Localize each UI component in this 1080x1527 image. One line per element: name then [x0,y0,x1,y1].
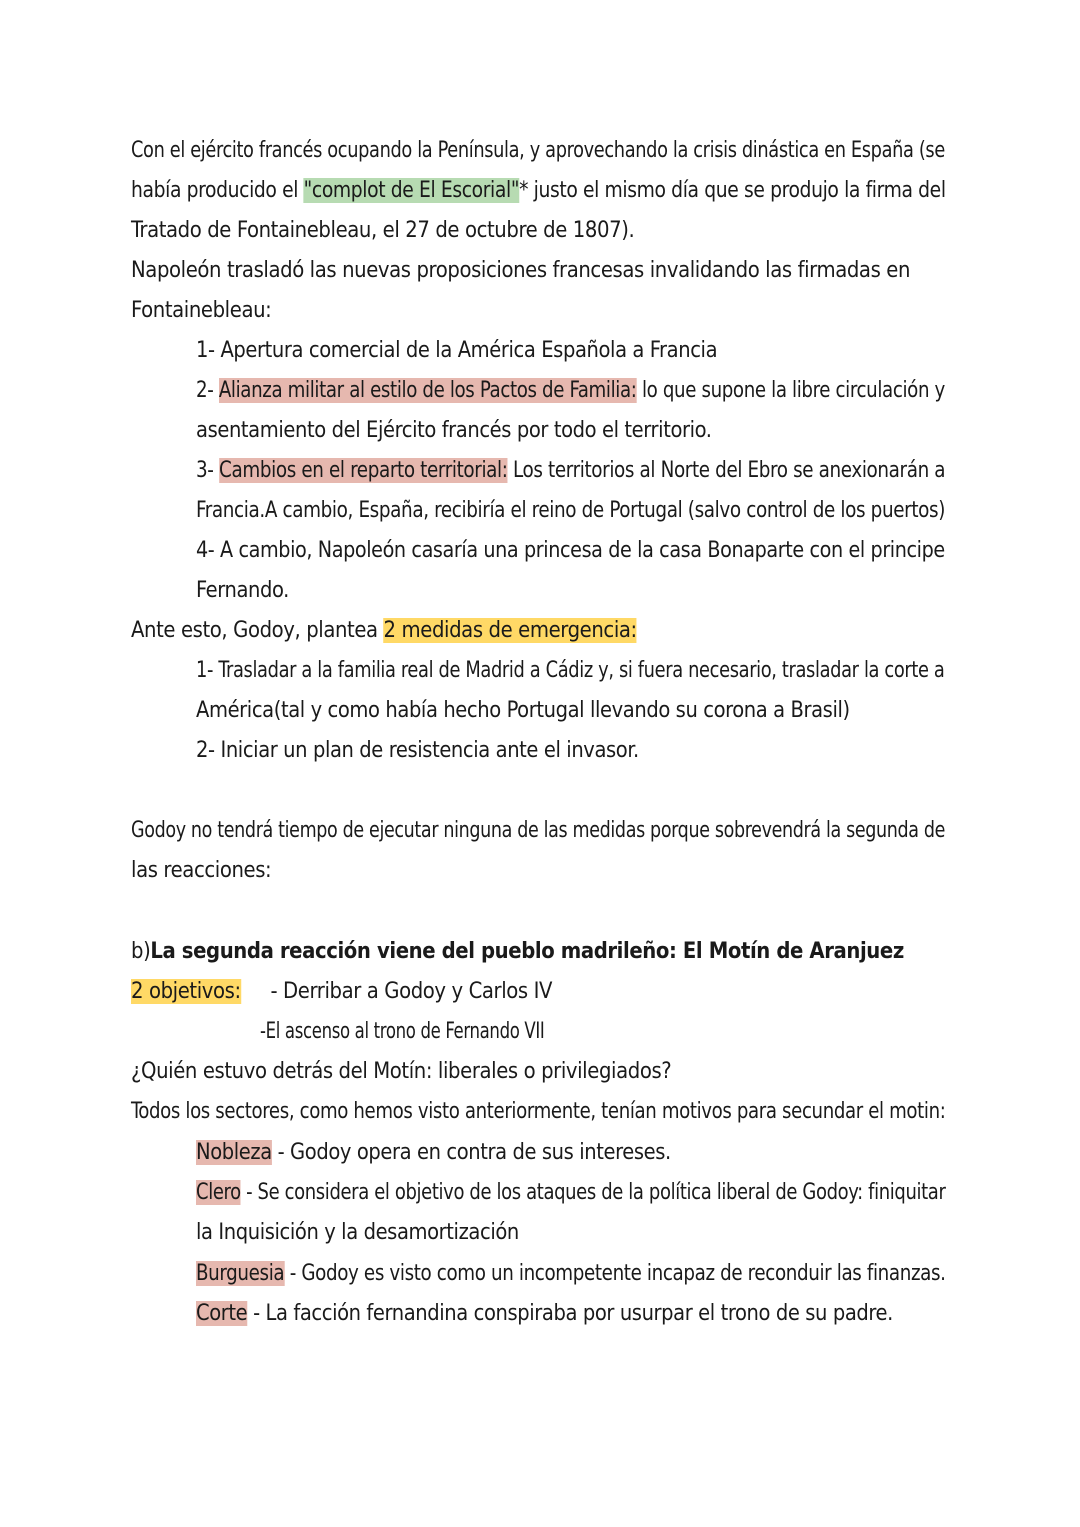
text-span: Los territorios al Norte del Ebro se anexionarán a [507,458,946,483]
paragraph-line [131,1052,945,1092]
measure-item [196,651,945,691]
proposal-item [196,331,945,371]
text-span: Todos los sectores, como hemos visto anteriormente, tenían motivos para secundar el motin: [131,1099,946,1124]
sector-item [196,1133,945,1173]
sector-name: Burguesia [196,1261,285,1286]
sector-text: - Godoy es visto como un incompetente incapaz de reconduir las finanzas. [284,1261,946,1286]
objectives-line [131,972,945,1012]
objectives-label: 2 objetivos: [131,979,241,1004]
objectives-line [260,1012,945,1052]
sector-text: - Godoy opera en contra de sus intereses. [271,1140,671,1165]
highlight-medidas: 2 medidas de emergencia: [383,618,637,643]
sector-name: Corte [196,1301,248,1326]
highlight-complot: "complot de El Escorial" [303,178,520,203]
sector-item-cont [196,1213,945,1253]
text-span: lo que supone la libre circulación y [636,378,945,403]
text-span: 2- Iniciar un plan de resistencia ante el invasor. [196,738,639,763]
measure-item-cont [196,691,945,731]
objective-item: - Derribar a Godoy y Carlos IV [270,979,553,1004]
text-span: Napoleón trasladó las nuevas proposiciones francesas invalidando las firmadas en [131,258,911,283]
objective-item: -El ascenso al trono de Fernando VII [260,1019,545,1044]
sector-name: Clero [196,1180,241,1205]
highlight-cambios: Cambios en el reparto territorial: [219,458,508,483]
paragraph-line [131,851,945,891]
section-heading [131,932,945,972]
sector-text: - La facción fernandina conspiraba por usurpar el trono de su padre. [247,1301,893,1326]
text-span: Francia.A cambio, España, recibiría el reino de Portugal (salvo control de los puertos) [196,498,946,523]
proposal-item-cont [196,491,946,531]
text-span: las reacciones: [131,858,272,883]
text-span: 2- [196,378,219,403]
proposal-item [196,371,945,411]
text-span: Ante esto, Godoy, plantea [131,618,384,643]
paragraph-line [131,291,945,331]
text-span: 3- [196,458,220,483]
text-span: Fontainebleau: [131,298,272,323]
highlight-alianza: Alianza militar al estilo de los Pactos de Familia: [218,378,637,403]
sector-text: la Inquisición y la desamortización [196,1220,519,1245]
proposal-item-cont [196,571,945,611]
question-text: ¿Quién estuvo detrás del Motín: liberales o privilegiados? [131,1059,672,1084]
paragraph-line [131,251,945,291]
sector-item [196,1173,946,1213]
text-span: Fernando. [196,578,289,603]
section-prefix: b) [131,939,151,964]
text-span: 1- Apertura comercial de la América Española a Francia [196,338,718,363]
paragraph-line [131,1092,946,1132]
measure-item [196,731,945,771]
paragraph-line [131,211,945,251]
text-span: había producido el [131,178,304,203]
sector-name: Nobleza [196,1140,272,1165]
sector-item [196,1294,945,1334]
text-span: 4- A cambio, Napoleón casaría una princesa de la casa Bonaparte con el principe [196,538,945,563]
text-span: asentamiento del Ejército francés por todo el territorio. [196,418,712,443]
paragraph-line [131,171,946,211]
proposal-item [196,531,945,571]
text-span: 1- Trasladar a la familia real de Madrid a Cádiz y, si fuera necesario, trasladar la corte a [196,658,945,683]
sector-text: - Se considera el objetivo de los ataques de la política liberal de Godoy: finiquitar [240,1180,946,1205]
text-span: Con el ejército francés ocupando la Península, y aprovechando la crisis dinástica en España (se [131,138,945,163]
paragraph-line [131,811,946,851]
text-span: Tratado de Fontainebleau, el 27 de octubre de 1807). [131,218,635,243]
sector-item [196,1254,946,1294]
paragraph-line [131,611,945,651]
text-span: América(tal y como había hecho Portugal llevando su corona a Brasil) [196,698,850,723]
text-span: Godoy no tendrá tiempo de ejecutar ninguna de las medidas porque sobrevendrá la segunda de [131,818,946,843]
proposal-item-cont [196,411,945,451]
text-span: * justo el mismo día que se produjo la firma del [519,178,946,203]
paragraph-line [131,131,945,171]
section-title: La segunda reacción viene del pueblo madrileño: El Motín de Aranjuez [150,939,904,964]
proposal-item [196,451,946,491]
